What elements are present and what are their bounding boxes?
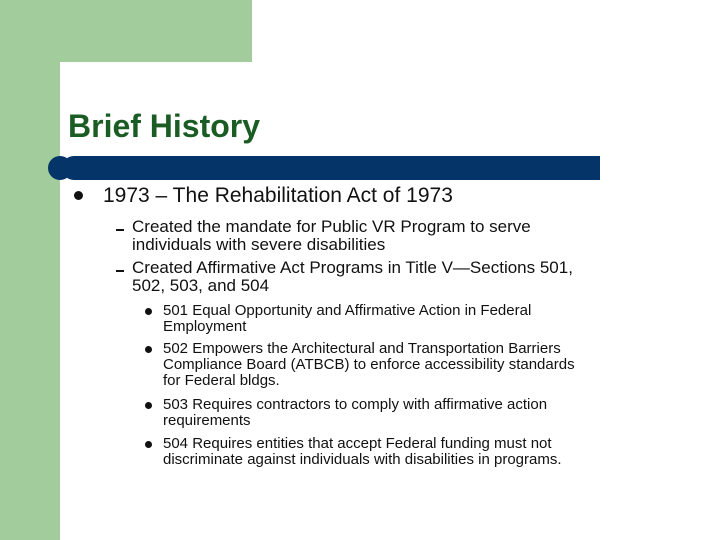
dash-bullet-icon xyxy=(116,270,124,272)
decor-green-left-band xyxy=(0,0,60,540)
bullet-dot-icon xyxy=(145,308,152,315)
title-rule xyxy=(62,156,600,180)
bullet-level3: 503 Requires contractors to comply with affirmative action requirements xyxy=(163,396,548,429)
dash-bullet-icon xyxy=(116,229,124,231)
bullet-dot-icon xyxy=(145,441,152,448)
bullet-level3: 504 Requires entities that accept Federal funding must not discriminate against individuals with disabilities in programs. xyxy=(163,435,562,468)
bullet-level1: 1973 – The Rehabilitation Act of 1973 xyxy=(103,184,453,207)
bullet-dot-icon xyxy=(145,346,152,353)
slide-title: Brief History xyxy=(68,108,261,144)
bullet-dot-icon xyxy=(74,191,83,200)
bullet-level2: Created the mandate for Public VR Program to serve individuals with severe disabilities xyxy=(132,217,531,254)
bullet-level3: 502 Empowers the Architectural and Transportation Barriers Compliance Board (ATBCB) to enforce accessibility standards for Federal bldgs. xyxy=(163,340,575,389)
bullet-level3: 501 Equal Opportunity and Affirmative Action in Federal Employment xyxy=(163,302,532,335)
bullet-level2: Created Affirmative Act Programs in Title V—Sections 501, 502, 503, and 504 xyxy=(132,258,573,295)
bullet-dot-icon xyxy=(145,402,152,409)
